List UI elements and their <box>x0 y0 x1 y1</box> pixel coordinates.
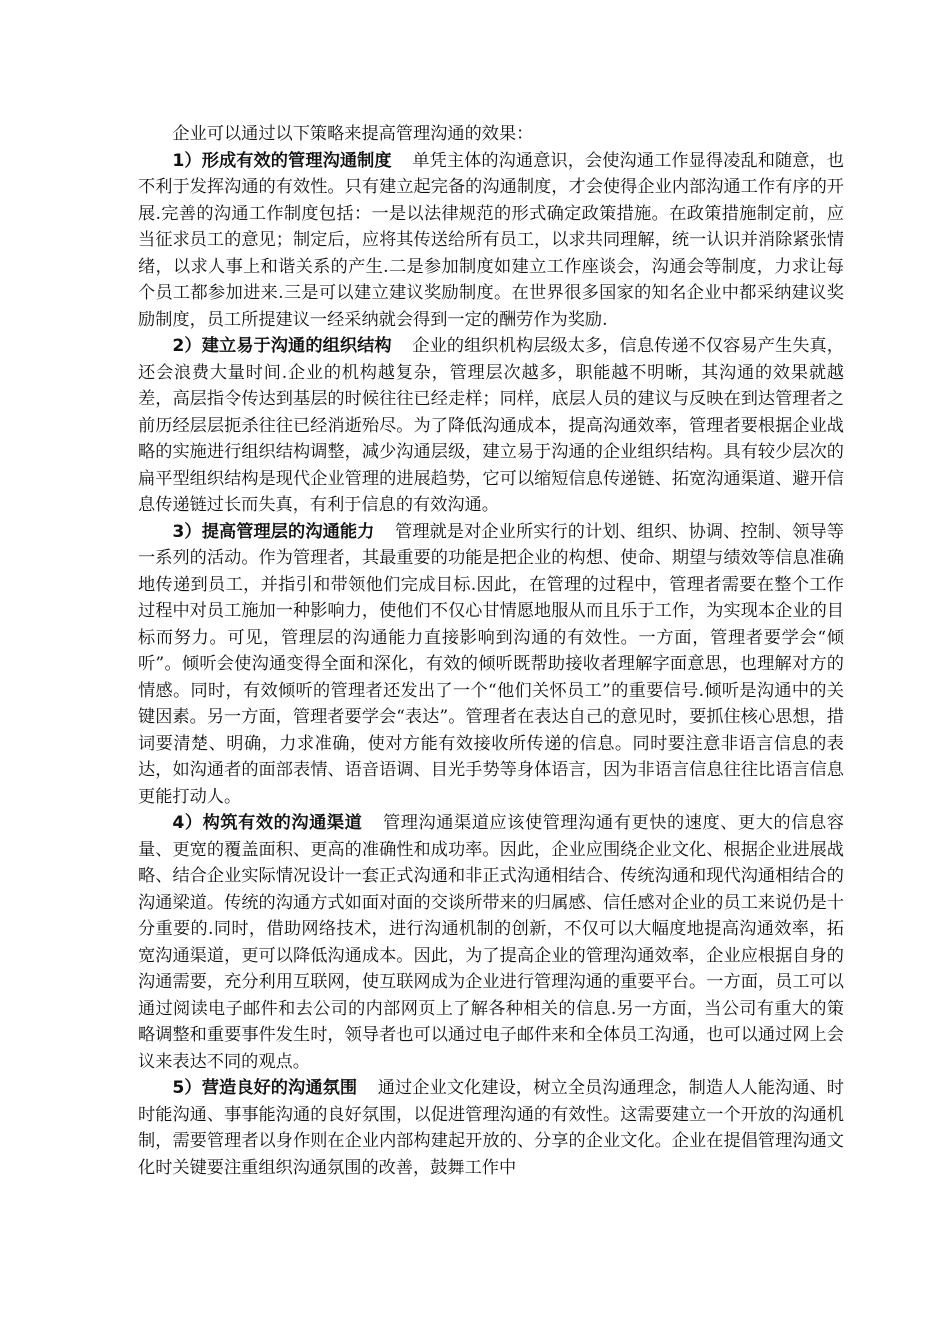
section-3-heading: 3）提高管理层的沟通能力 <box>172 521 375 542</box>
intro-text: 企业可以通过以下策略来提高管理沟通的效果： <box>172 124 534 144</box>
section-4-paragraph <box>138 810 844 1075</box>
section-4-heading: 4）构筑有效的沟通渠道 <box>172 813 363 833</box>
section-5-paragraph <box>138 1075 844 1181</box>
section-4-body: 管理沟通渠道应该使管理沟通有更快的速度、更大的信息容量、更宽的覆盖面积、更高的准确性和成功率。因此，企业应围绕企业文化、根据企业进展战略、结合企业实际情况设计一套正式沟通和非正式沟通相结合、传统沟通和现代沟通相结合的沟通梁道。传统的沟通方式如面对面的交谈所带来的归属感、信任感对企业的员工来说仍是十分重要的.同时，借助网络技术，进行沟通机制的创新，不仅可以大幅度地提高沟通效率，拓宽沟通渠道，更可以降低沟通成本。因此，为了提高企业的管理沟通效率，企业应根据自身的沟通需要，充分利用互联网，使互联网成为企业进行管理沟通的重要平台。一方面，员工可以通过阅读电子邮件和去公司的内部网页上了解各种相关的信息.另一方面，当公司有重大的策略调整和重要事件发生时，领导者也可以通过电子邮件来和全体员工沟通，也可以通过网上会议来表达不同的观点。 <box>138 813 844 1072</box>
section-2-heading: 2）建立易于沟通的组织结构 <box>172 336 392 356</box>
section-5-heading: 5）营造良好的沟通氛围 <box>172 1078 358 1098</box>
intro-paragraph <box>138 121 844 148</box>
section-3-body: 管理就是对企业所实行的计划、组织、协调、控制、领导等一系列的活动。作为管理者，其最重要的功能是把企业的构想、使命、期望与绩效等信息准确地传递到员工，并指引和带领他们完成目标.因此，在管理的过程中，管理者需要在整个工作过程中对员工施加一种影响力，使他们不仅心甘情愿地服从而且乐于工作，为实现本企业的目标而努力。可见，管理层的沟通能力直接影响到沟通的有效性。一方面，管理者要学会“倾听”。倾听会使沟通变得全面和深化，有效的倾听既帮助接收者理解字面意思，也理解对方的情感。同时，有效倾听的管理者还发出了一个“他们关怀员工”的重要信号.倾听是沟通中的关键因素。另一方面，管理者要学会“表达”。管理者在表达自己的意见时，要抓住核心思想，措词要清楚、明确，力求准确，使对方能有效接收所传递的信息。同时要注意非语言信息的表达，如沟通者的面部表情、语音语调、目光手势等身体语言，因为非语言信息往往比语言信息更能打动人。 <box>138 521 844 807</box>
section-1-body: 单凭主体的沟通意识，会使沟通工作显得凌乱和随意，也不利于发挥沟通的有效性。只有建立起完备的沟通制度，才会使得企业内部沟通工作有序的开展.完善的沟通工作制度包括：一是以法律规范的形式确定政策措施。在政策措施制定前，应当征求员工的意见；制定后，应将其传送给所有员工，以求共同理解，统一认识并消除紧张情绪，以求人事上和谐关系的产生.二是参加制度如建立工作座谈会，沟通会等制度，力求让每个员工都参加进来.三是可以建立建议奖励制度。在世界很多国家的知名企业中都采纳建议奖励制度，员工所提建议一经采纳就会得到一定的酬劳作为奖励. <box>138 150 844 330</box>
section-3-paragraph <box>138 519 844 811</box>
section-2-paragraph <box>138 333 844 519</box>
section-2-body: 企业的组织机构层级太多，信息传递不仅容易产生失真，还会浪费大量时间.企业的机构越复杂，管理层次越多，职能越不明晰，其沟通的效果就越差，高层指令传达到基层的时候往往已经走样；同样，底层人员的建议与反映在到达管理者之前历经层层扼杀往往已经消逝殆尽。为了降低沟通成本，提高沟通效率，管理者要根据企业战略的实施进行组织结构调整，减少沟通层级，建立易于沟通的企业组织结构。具有较少层次的扁平型组织结构是现代企业管理的进展趋势，它可以缩短信息传递链、拓宽沟通渠道、避开信息传递链过长而失真，有利于信息的有效沟通。 <box>138 336 844 515</box>
section-1-heading: 1）形成有效的管理沟通制度 <box>172 150 392 171</box>
section-1-paragraph <box>138 148 844 334</box>
document-page <box>138 121 844 1181</box>
section-5-body: 通过企业文化建设，树立全员沟通理念，制造人人能沟通、时时能沟通、事事能沟通的良好氛围，以促进管理沟通的有效性。这需要建立一个开放的沟通机制，需要管理者以身作则在企业内部构建起开放的、分享的企业文化。企业在提倡管理沟通文化时关键要注重组织沟通氛围的改善，鼓舞工作中 <box>138 1078 844 1178</box>
